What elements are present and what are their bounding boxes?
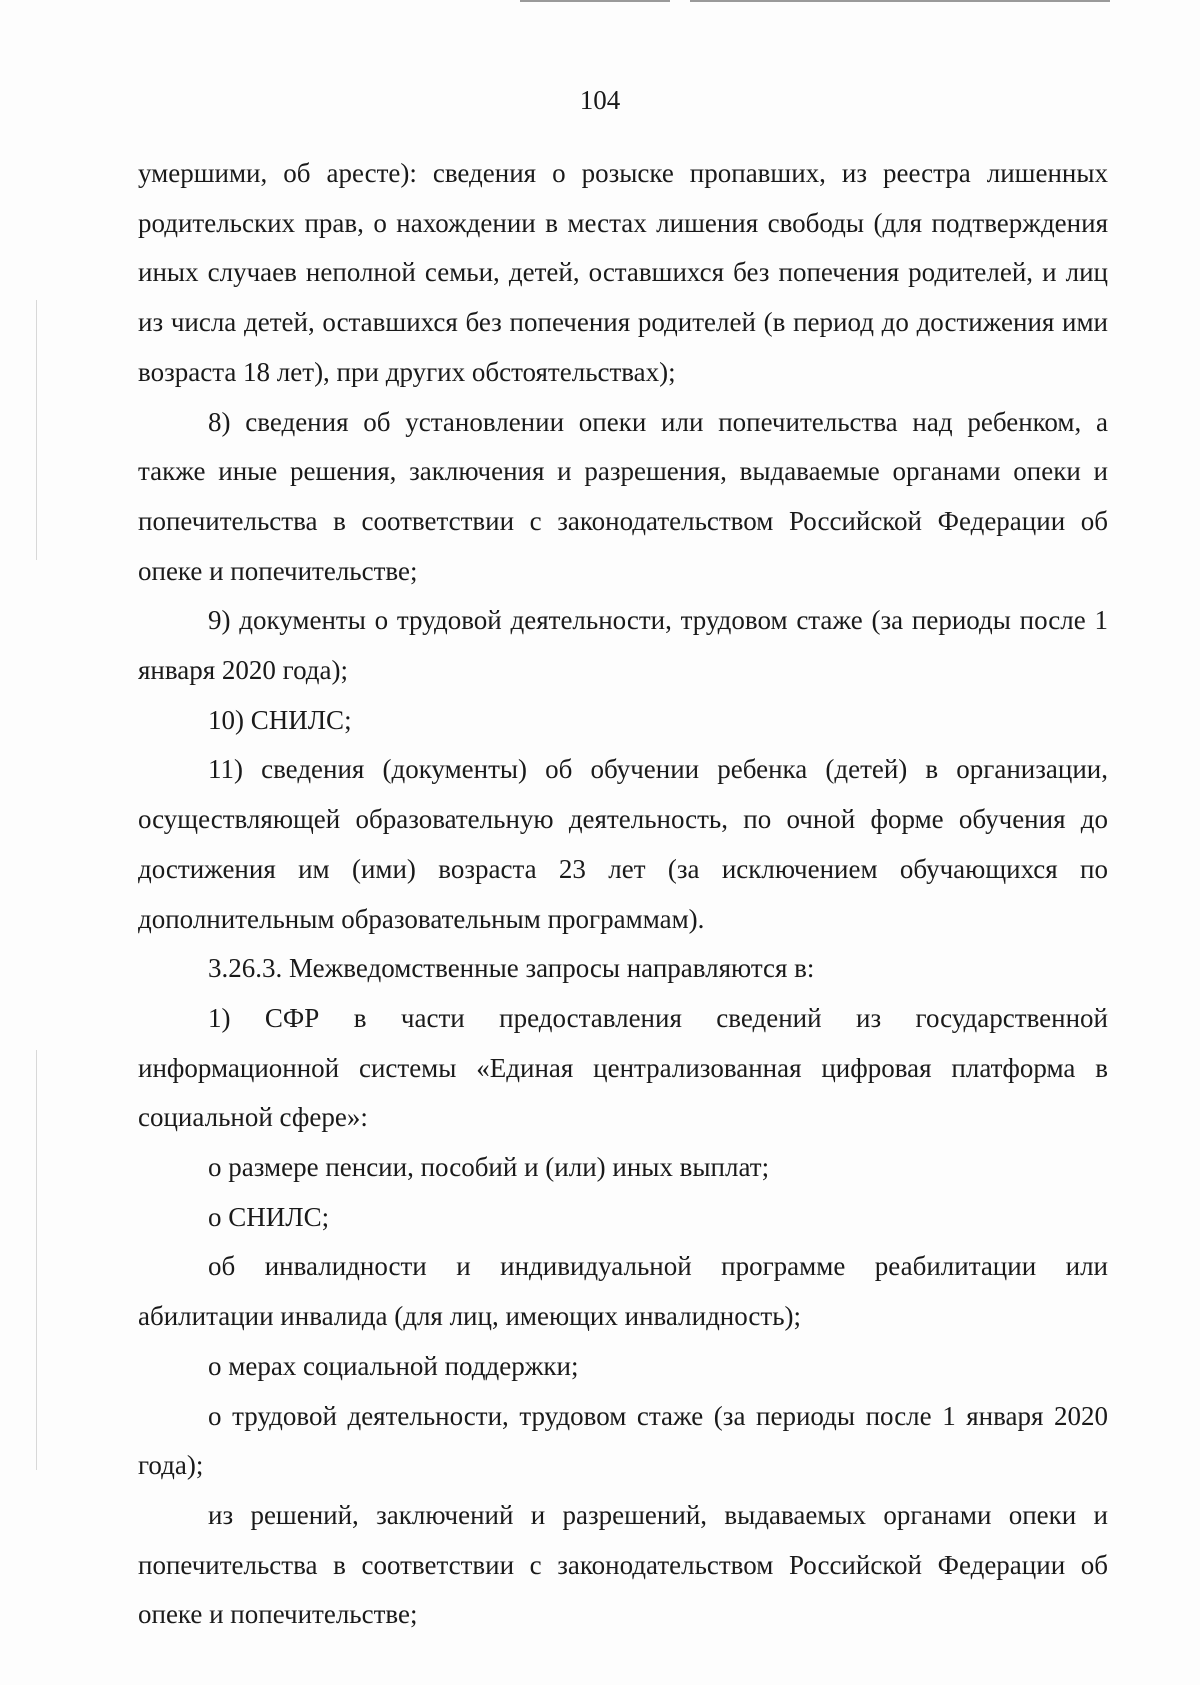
paragraph: умершими, об аресте): сведения о розыске пропавших, из реестра лишенных родительских прав, о нахождении в местах лишения свободы (для подтверждения иных случаев неполной семьи, детей, оставшихся без попечения родителей, и лиц из числа детей, оставшихся без попечения родителей (в период до достижения ими возраста 18 лет), при других обстоятельствах);	[138, 158, 1108, 387]
paragraph: 3.26.3. Межведомственные запросы направляются в:	[208, 953, 815, 984]
paragraph: 9) документы о трудовой деятельности, трудовом стаже (за периоды после 1 января 2020 года);	[138, 605, 1108, 686]
scan-left-margin-mark	[36, 1050, 37, 1470]
scan-top-edge	[690, 0, 1110, 2]
paragraph: о размере пенсии, пособий и (или) иных выплат;	[208, 1152, 770, 1183]
document-body	[138, 149, 1108, 1640]
paragraph: об инвалидности и индивидуальной программе реабилитации или абилитации инвалида (для лиц, имеющих инвалидность);	[138, 1251, 1108, 1332]
paragraph: о мерах социальной поддержки;	[208, 1350, 579, 1381]
scan-top-edge	[520, 0, 670, 2]
paragraph: 1) СФР в части предоставления сведений из государственной информационной системы «Единая централизованная цифровая платформа в социальной сфере»:	[138, 1002, 1108, 1133]
paragraph: 11) сведения (документы) об обучении ребенка (детей) в организации, осуществляющей образовательную деятельность, по очной форме обучения до достижения им (ими) возраста 23 лет (за исключением обучающихся по дополнительным образовательным программам).	[138, 754, 1108, 934]
paragraph: из решений, заключений и разрешений, выдаваемых органами опеки и попечительства в соответствии с законодательством Российской Федерации об опеке и попечительстве;	[138, 1499, 1108, 1630]
scan-left-margin-mark	[36, 300, 37, 560]
paragraph: 8) сведения об установлении опеки или попечительства над ребенком, а также иные решения, заключения и разрешения, выдаваемые органами опеки и попечительства в соответствии с законодательством Российской Федерации об опеке и попечительстве;	[138, 406, 1108, 586]
paragraph: о трудовой деятельности, трудовом стаже (за периоды после 1 января 2020 года);	[138, 1400, 1108, 1481]
paragraph: 10) СНИЛС;	[208, 704, 352, 735]
paragraph: о СНИЛС;	[208, 1201, 330, 1232]
page-number: 104	[579, 85, 621, 115]
